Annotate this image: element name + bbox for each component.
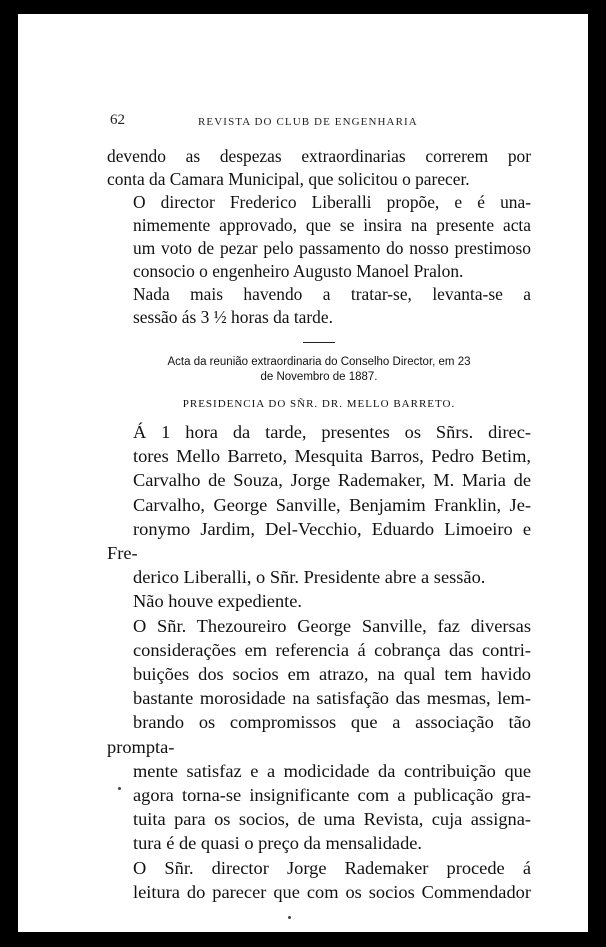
text-line: bastante morosidade na satisfação das mesmas, lem- — [133, 688, 531, 709]
caption-line: de Novembro de 1887. — [260, 371, 378, 383]
print-speck — [288, 916, 291, 919]
running-title: REVISTA DO CLUB DE ENGENHARIA — [198, 116, 418, 128]
text-line: mente satisfaz e a modicidade da contribuição que — [133, 760, 531, 781]
text-line: conta da Camara Municipal, que solicitou o parecer. — [107, 169, 470, 189]
text-line: tura é de quasi o preço da mensalidade. — [133, 833, 423, 854]
text-line: um voto de pezar pelo passamento do nosso prestimoso — [133, 238, 531, 258]
text-line: ronymo Jardim, Del-Vecchio, Eduardo Limoeiro e Fre- — [107, 518, 531, 564]
paragraph — [107, 589, 531, 613]
text-line: O Sñr. director Jorge Rademaker procede á — [133, 857, 531, 878]
running-header — [110, 114, 542, 134]
text-line: Carvalho de Souza, Jorge Rademaker, M. Maria de — [133, 470, 531, 491]
minutes-caption — [109, 355, 529, 385]
text-line: nimemente approvado, que se insira na presente acta — [133, 215, 531, 235]
section-extraordinary-meeting — [107, 420, 531, 904]
presidency-heading: PRESIDENCIA DO SÑR. DR. MELLO BARRETO. — [182, 398, 456, 410]
text-line: consocio o engenheiro Augusto Manoel Pralon. — [133, 261, 464, 281]
text-line: Á 1 hora da tarde, presentes os Sñrs. direc- — [133, 422, 531, 442]
text-line: tuita para os socios, de uma Revista, cuja assigna- — [133, 809, 531, 830]
caption-line: Acta da reunião extraordinaria do Conselho Director, em 23 — [167, 356, 471, 368]
print-speck — [118, 787, 121, 790]
text-line: O Sñr. Thezoureiro George Sanville, faz diversas — [133, 615, 531, 636]
section-previous-minutes — [107, 145, 531, 329]
page-number: 62 — [110, 112, 125, 128]
paragraph — [107, 614, 531, 856]
text-line: buições dos socios em atrazo, na qual tem havido — [133, 664, 531, 685]
paragraph — [107, 856, 531, 904]
text-line: brando os compromissos que a associação tão prompta- — [107, 712, 531, 757]
text-line: derico Liberalli, o Sñr. Presidente abre a sessão. — [133, 567, 486, 588]
text-line: tores Mello Barreto, Mesquita Barros, Pedro Betim, — [133, 446, 531, 467]
page-body — [107, 145, 531, 904]
paragraph — [107, 191, 531, 283]
text-line: sessão ás 3 ½ horas da tarde. — [133, 307, 333, 327]
text-line: Nada mais havendo a tratar-se, levanta-se a — [133, 284, 531, 304]
text-line: leitura do parecer que com os socios Commendador — [133, 881, 531, 902]
text-line: Carvalho, George Sanville, Benjamim Franklin, Je- — [133, 494, 531, 515]
text-line: agora torna-se insignificante com a publicação gra- — [133, 785, 531, 806]
paragraph — [107, 420, 531, 589]
text-line: O director Frederico Liberalli propõe, e é una- — [133, 192, 531, 212]
section-divider — [303, 342, 335, 343]
paragraph — [107, 145, 531, 191]
text-line: considerações em referencia á cobrança das contri- — [133, 639, 531, 660]
text-line: Não houve expediente. — [133, 591, 303, 612]
book-page — [18, 14, 588, 932]
paragraph — [107, 283, 531, 329]
text-line: devendo as despezas extraordinarias correrem por — [107, 146, 531, 166]
scan-edge-mark — [588, 480, 594, 508]
